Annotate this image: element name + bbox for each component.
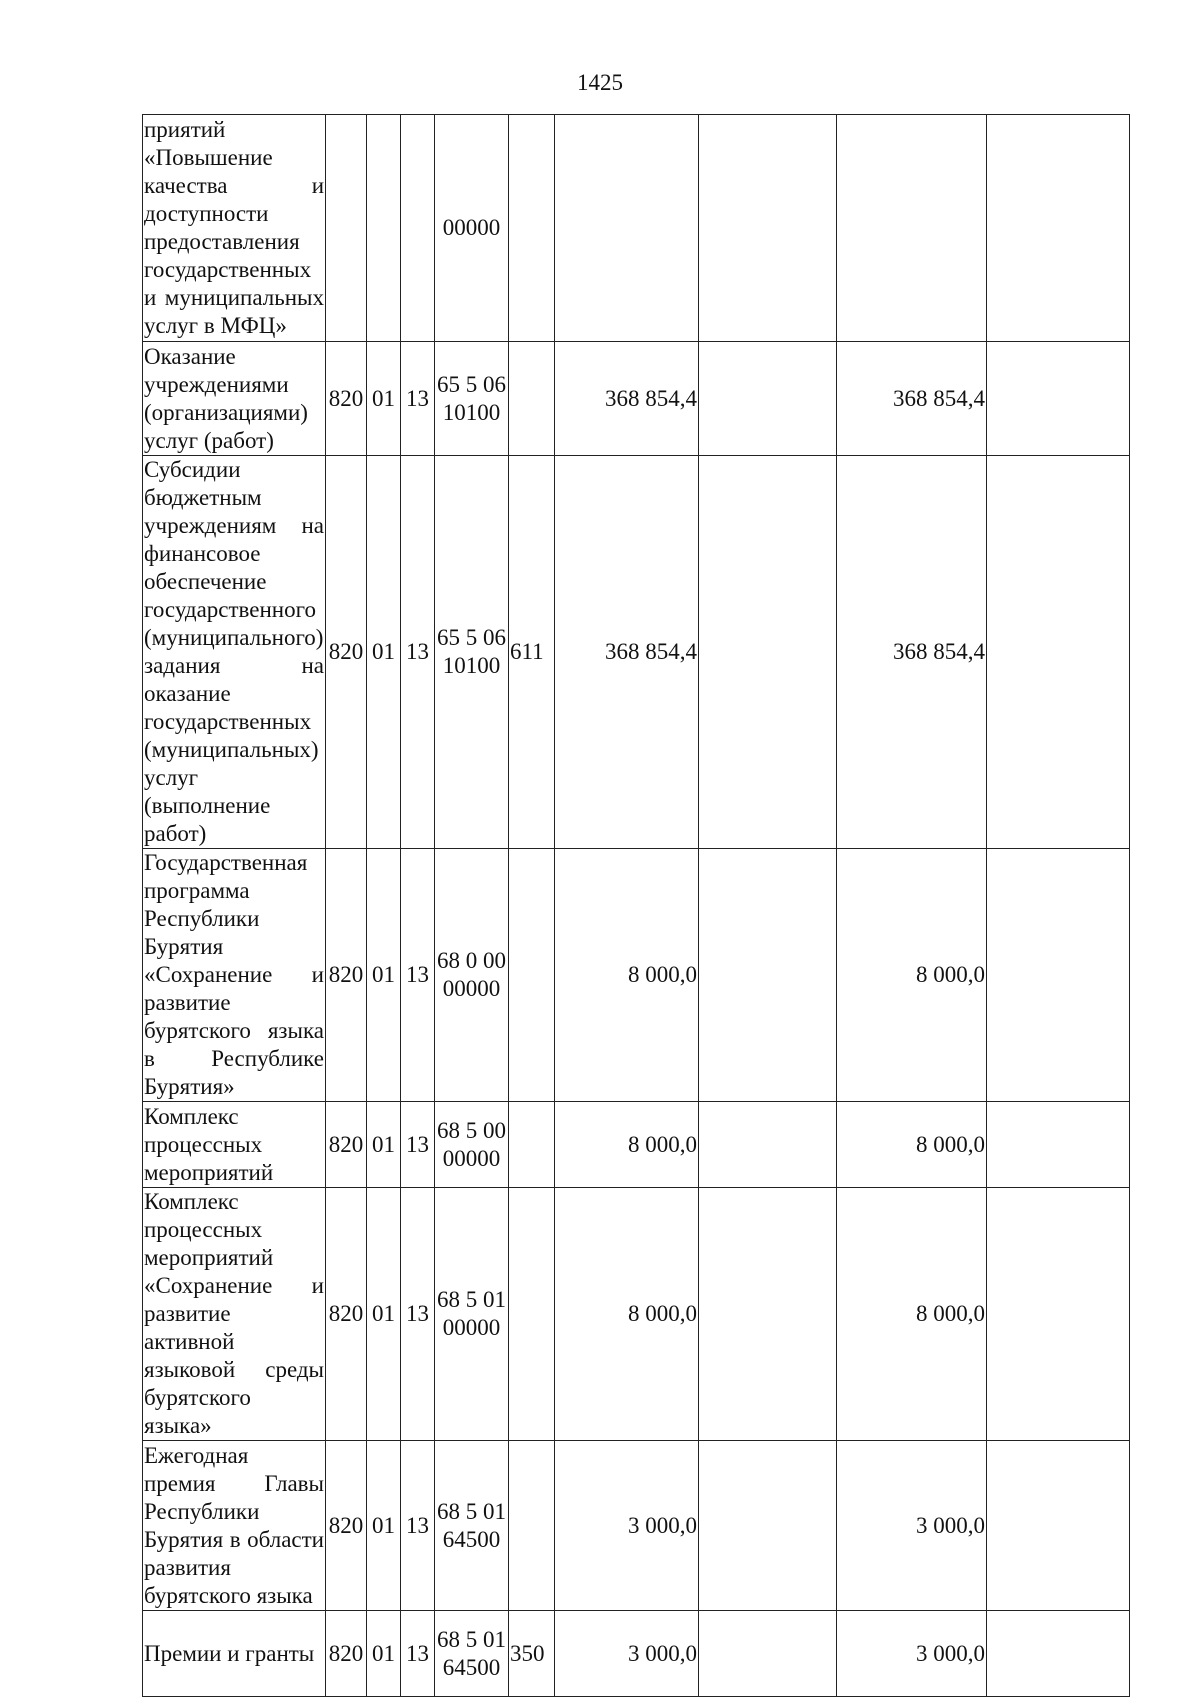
- pr-cell: 13: [401, 1188, 435, 1441]
- table-row: [143, 1102, 1130, 1188]
- sum-cell-3: 368 854,4: [837, 342, 987, 456]
- table-row: [143, 342, 1130, 456]
- rz-cell: [367, 115, 401, 342]
- sum-cell-1: 8 000,0: [555, 1188, 699, 1441]
- page-number: 1425: [577, 70, 623, 95]
- ved-cell: 820: [326, 1102, 367, 1188]
- csr-cell: 68 5 00 00000: [435, 1102, 509, 1188]
- vr-cell: [509, 1188, 555, 1441]
- sum-cell-3: 368 854,4: [837, 456, 987, 849]
- sum-cell-1: 3 000,0: [555, 1441, 699, 1611]
- pr-cell: 13: [401, 1611, 435, 1697]
- sum-cell-3: [837, 115, 987, 342]
- pr-cell: [401, 115, 435, 342]
- sum-cell-1: 8 000,0: [555, 849, 699, 1102]
- vr-cell: 350: [509, 1611, 555, 1697]
- row-name: Комплекс процессных мероприятий «Сохранение и развитие активной языковой среды бурятского языка»: [143, 1188, 326, 1441]
- sum-cell-3: 3 000,0: [837, 1441, 987, 1611]
- sum-cell-4: [987, 115, 1130, 342]
- table-row: [143, 456, 1130, 849]
- rz-cell: 01: [367, 1611, 401, 1697]
- sum-cell-2: [699, 456, 837, 849]
- rz-cell: 01: [367, 1188, 401, 1441]
- budget-table: [142, 114, 1130, 1697]
- sum-cell-1: 368 854,4: [555, 456, 699, 849]
- csr-cell: 68 5 01 64500: [435, 1441, 509, 1611]
- sum-cell-1: 8 000,0: [555, 1102, 699, 1188]
- ved-cell: 820: [326, 1611, 367, 1697]
- sum-cell-3: 8 000,0: [837, 1188, 987, 1441]
- sum-cell-2: [699, 1102, 837, 1188]
- vr-cell: [509, 115, 555, 342]
- csr-cell: 68 0 00 00000: [435, 849, 509, 1102]
- row-name: Комплекс процессных мероприятий: [143, 1102, 326, 1188]
- ved-cell: 820: [326, 849, 367, 1102]
- vr-cell: [509, 342, 555, 456]
- pr-cell: 13: [401, 849, 435, 1102]
- table-row: [143, 1611, 1130, 1697]
- sum-cell-3: 8 000,0: [837, 1102, 987, 1188]
- sum-cell-4: [987, 342, 1130, 456]
- sum-cell-4: [987, 1102, 1130, 1188]
- row-name: приятий «Повышение качества и доступности предоставления государственных и муниципальных услуг в МФЦ»: [143, 115, 326, 342]
- row-name: Оказание учреждениями (организациями) услуг (работ): [143, 342, 326, 456]
- sum-cell-1: [555, 115, 699, 342]
- sum-cell-3: 8 000,0: [837, 849, 987, 1102]
- rz-cell: 01: [367, 342, 401, 456]
- sum-cell-4: [987, 1188, 1130, 1441]
- table-row: [143, 1188, 1130, 1441]
- sum-cell-4: [987, 1611, 1130, 1697]
- pr-cell: 13: [401, 456, 435, 849]
- rz-cell: 01: [367, 1102, 401, 1188]
- sum-cell-2: [699, 849, 837, 1102]
- sum-cell-2: [699, 1441, 837, 1611]
- vr-cell: [509, 1102, 555, 1188]
- table-row: [143, 115, 1130, 342]
- sum-cell-2: [699, 1188, 837, 1441]
- sum-cell-4: [987, 456, 1130, 849]
- row-name: Государственная программа Республики Бурятия «Сохранение и развитие бурятского языка в Республике Бурятия»: [143, 849, 326, 1102]
- pr-cell: 13: [401, 342, 435, 456]
- ved-cell: 820: [326, 1188, 367, 1441]
- rz-cell: 01: [367, 456, 401, 849]
- sum-cell-1: 368 854,4: [555, 342, 699, 456]
- table-row: [143, 849, 1130, 1102]
- ved-cell: 820: [326, 456, 367, 849]
- sum-cell-2: [699, 1611, 837, 1697]
- ved-cell: 820: [326, 342, 367, 456]
- sum-cell-4: [987, 849, 1130, 1102]
- sum-cell-2: [699, 115, 837, 342]
- csr-cell: 68 5 01 64500: [435, 1611, 509, 1697]
- pr-cell: 13: [401, 1441, 435, 1611]
- table-row: [143, 1441, 1130, 1611]
- sum-cell-2: [699, 342, 837, 456]
- row-name: Субсидии бюджетным учреждениям на финансовое обеспечение государственного (муниципального) задания на оказание государственных (муниципальных) услуг (выполнение работ): [143, 456, 326, 849]
- rz-cell: 01: [367, 1441, 401, 1611]
- vr-cell: [509, 849, 555, 1102]
- ved-cell: 820: [326, 1441, 367, 1611]
- rz-cell: 01: [367, 849, 401, 1102]
- vr-cell: [509, 1441, 555, 1611]
- row-name: Премии и гранты: [143, 1611, 326, 1697]
- csr-cell: 65 5 06 10100: [435, 456, 509, 849]
- pr-cell: 13: [401, 1102, 435, 1188]
- ved-cell: [326, 115, 367, 342]
- sum-cell-3: 3 000,0: [837, 1611, 987, 1697]
- csr-cell: 68 5 01 00000: [435, 1188, 509, 1441]
- csr-cell: 00000: [435, 115, 509, 342]
- csr-cell: 65 5 06 10100: [435, 342, 509, 456]
- vr-cell: 611: [509, 456, 555, 849]
- row-name: Ежегодная премия Главы Республики Бурятия в области развития бурятского языка: [143, 1441, 326, 1611]
- sum-cell-1: 3 000,0: [555, 1611, 699, 1697]
- sum-cell-4: [987, 1441, 1130, 1611]
